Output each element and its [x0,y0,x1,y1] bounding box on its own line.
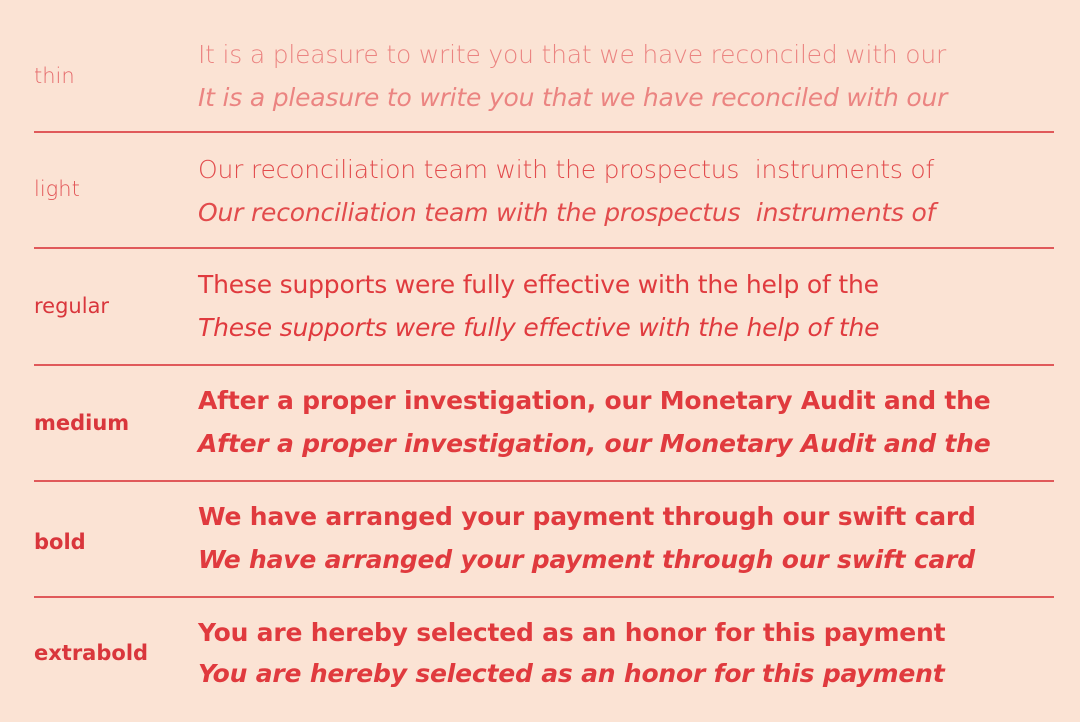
sample-upright-regular: These supports were fully effective with the help of the [198,270,879,299]
divider [34,596,1054,598]
sample-upright-medium: After a proper investigation, our Monetary Audit and the [198,386,991,415]
sample-upright-bold: We have arranged your payment through our swift card [198,502,976,531]
weight-label-bold: bold [34,530,86,554]
sample-italic-light: Our reconciliation team with the prospectus instruments of [198,198,936,227]
sample-italic-regular: These supports were fully effective with the help of the [198,313,880,342]
divider [34,247,1054,249]
divider [34,480,1054,482]
sample-upright-light: Our reconciliation team with the prospectus instruments of [198,155,935,184]
weight-label-medium: medium [34,411,130,435]
sample-italic-extrabold: You are hereby selected as an honor for this payment [198,659,945,688]
divider [34,364,1054,366]
sample-upright-thin: It is a pleasure to write you that we have reconciled with our [198,40,947,69]
sample-upright-extrabold: You are hereby selected as an honor for this payment [198,618,946,647]
sample-italic-thin: It is a pleasure to write you that we have reconciled with our [198,83,948,112]
weight-label-regular: regular [34,294,110,318]
weight-label-light: light [34,177,80,201]
sample-italic-medium: After a proper investigation, our Monetary Audit and the [198,429,991,458]
divider [34,131,1054,133]
weight-label-extrabold: extrabold [34,641,149,665]
sample-italic-bold: We have arranged your payment through our swift card [198,545,976,574]
weight-label-thin: thin [34,64,75,88]
